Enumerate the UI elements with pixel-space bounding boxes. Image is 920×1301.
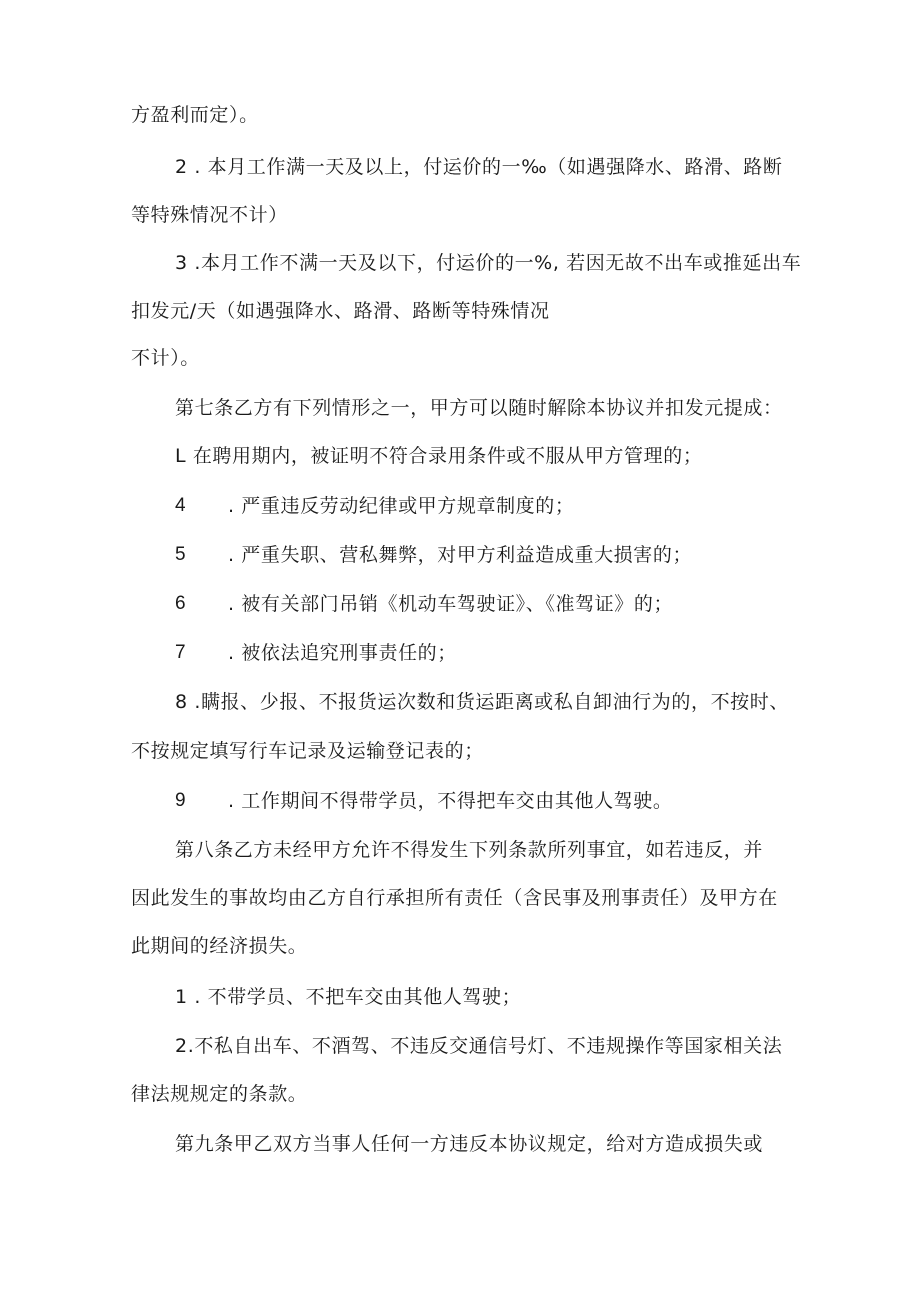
- text-line: 方盈利而定）。: [131, 104, 259, 126]
- text-line: 1 . 不带学员、不把车交由其他人驾驶；: [175, 986, 522, 1008]
- item-number: 5: [175, 544, 186, 565]
- text-line: 3 .本月工作不满一天及以下，付运价的一%, 若因无故不出车或推延出车: [175, 252, 802, 274]
- text-line: . 严重失职、营私舞弊，对甲方利益造成重大损害的；: [228, 544, 693, 566]
- text-line: . 工作期间不得带学员，不得把车交由其他人驾驶。: [228, 790, 673, 812]
- text-line: . 严重违反劳动纪律或甲方规章制度的；: [228, 495, 575, 517]
- text-line: 律法规规定的条款。: [131, 1083, 308, 1105]
- item-number: 9: [175, 790, 186, 811]
- item-number: 7: [175, 642, 186, 663]
- text-line: 2 . 本月工作满一天及以上，付运价的一‰（如遇强降水、路滑、路断: [175, 156, 783, 178]
- text-line: 不计）。: [131, 347, 200, 369]
- text-line: 8 .瞒报、少报、不报货运次数和货运距离或私自卸油行为的，不按时、: [175, 691, 789, 713]
- item-number: 6: [175, 593, 186, 614]
- text-line: 2.不私自出车、不酒驾、不违反交通信号灯、不违规操作等国家相关法: [175, 1035, 783, 1057]
- text-line: 扣发元/天（如遇强降水、路滑、路断等特殊情况: [131, 300, 550, 322]
- text-line: . 被有关部门吊销《机动车驾驶证》、《准驾证》的；: [228, 593, 674, 615]
- text-line: L 在聘用期内，被证明不符合录用条件或不服从甲方管理的；: [175, 445, 703, 467]
- article-heading: 第八条乙方未经甲方允许不得发生下列条款所列事宜，如若违反，并: [175, 839, 764, 861]
- text-line: 等特殊情况不计）: [131, 204, 288, 226]
- text-line: 因此发生的事故均由乙方自行承担所有责任（含民事及刑事责任）及甲方在: [131, 887, 778, 909]
- item-number: 4: [175, 495, 186, 516]
- text-line: 不按规定填写行车记录及运输登记表的；: [131, 740, 484, 762]
- text-line: . 被依法追究刑事责任的；: [228, 642, 457, 664]
- article-heading: 第七条乙方有下列情形之一，甲方可以随时解除本协议并扣发元提成：: [175, 397, 783, 419]
- article-heading: 第九条甲乙双方当事人任何一方违反本协议规定，给对方造成损失或: [175, 1133, 764, 1155]
- text-line: 此期间的经济损失。: [131, 935, 308, 957]
